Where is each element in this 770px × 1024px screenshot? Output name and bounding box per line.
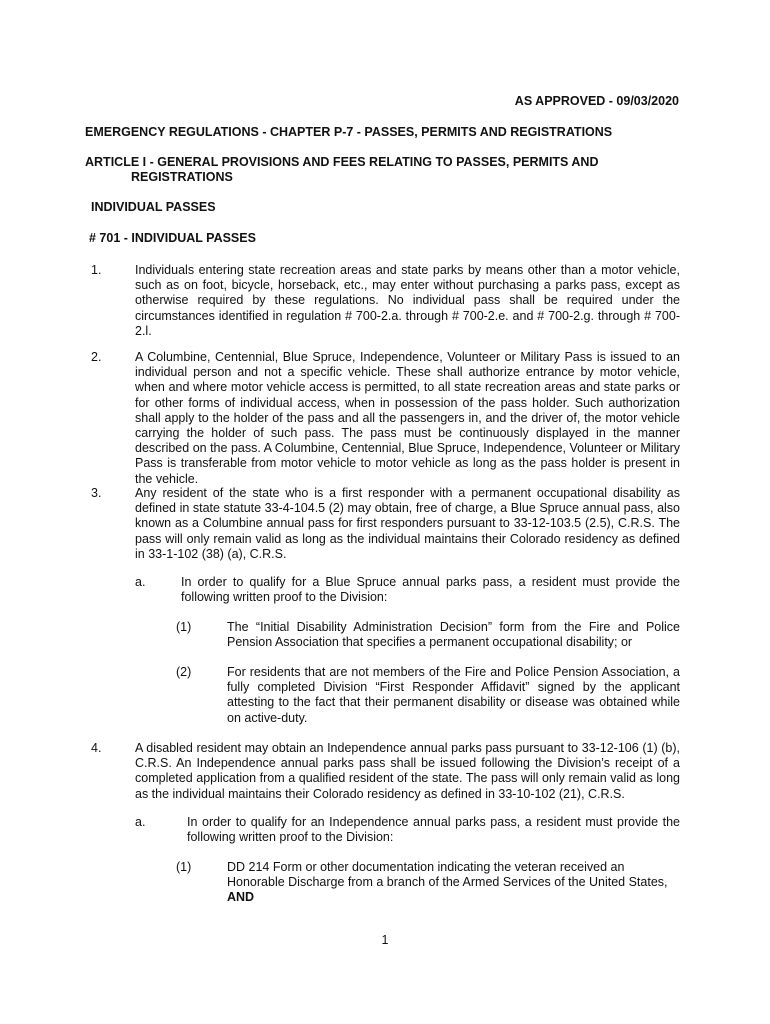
item-text: Any resident of the state who is a first responder with a permanent occupational disability as defined in state statute 33-4-104.5 (2) may obtain, free of charge, a Blue Spruce annual pass, also known as a Columbine annual pass for first responders pursuant to 33-12-103.5 (2.5), C.R.S. The pass will only remain valid as long as the individual maintains their Colorado residency as defined in 33-1-102 (38) (a), C.R.S. bbox=[135, 486, 680, 561]
sub-item-letter: a. bbox=[135, 815, 146, 829]
regulation-heading: # 701 - INDIVIDUAL PASSES bbox=[89, 231, 256, 245]
approval-date: AS APPROVED - 09/03/2020 bbox=[514, 94, 679, 108]
point-label: (2) bbox=[176, 665, 192, 679]
item-text: A disabled resident may obtain an Independence annual parks pass pursuant to 33-12-106 (1) (b), C.R.S. An Independence annual parks pass shall be issued following the Division’s receipt of a completed application from a qualified resident of the state. The pass will only remain valid as long as the individual maintains their Colorado residency as defined in 33-10-102 (21), C.R.S. bbox=[135, 741, 680, 801]
point-text bbox=[227, 860, 680, 906]
point-text: The “Initial Disability Administration Decision” form from the Fire and Police Pension Association that specifies a permanent occupational disability; or bbox=[227, 620, 680, 650]
point-label: (1) bbox=[176, 860, 192, 874]
point-text-body: DD 214 Form or other documentation indicating the veteran received an Honorable Discharge from a branch of the Armed Services of the United States, bbox=[227, 860, 668, 890]
emphasis-and: AND bbox=[227, 890, 255, 905]
sub-item-text: In order to qualify for an Independence annual parks pass, a resident must provide the following written proof to the Division: bbox=[187, 815, 680, 845]
item-text: Individuals entering state recreation areas and state parks by means other than a motor vehicle, such as on foot, bicycle, horseback, etc., may enter without purchasing a parks pass, except as otherwise required by these regulations. No individual pass shall be required under the circumstances identified in regulation # 700-2.a. through # 700-2.e. and # 700-2.g. through # 700-2.l. bbox=[135, 263, 680, 338]
item-number: 1. bbox=[91, 263, 102, 277]
point-text: For residents that are not members of the Fire and Police Pension Association, a fully completed Division “First Responder Affidavit” signed by the applicant attesting to the fact that their permanent disability or disease was obtained while on active-duty. bbox=[227, 665, 680, 725]
item-text: A Columbine, Centennial, Blue Spruce, Independence, Volunteer or Military Pass is issued to an individual person and not a specific vehicle. These shall authorize entrance by motor vehicle, when and where motor vehicle access is permitted, to all state recreation areas and state parks or for other forms of individual access, when in possession of the pass holder. Such authorization shall apply to the holder of the pass and all the passengers in, and the driver of, the motor vehicle carrying the holder of such pass. The pass must be continuously displayed in the manner described on the pass. A Columbine, Centennial, Blue Spruce, Independence, Volunteer or Military Pass is transferable from motor vehicle to motor vehicle as long as the pass holder is present in the vehicle. bbox=[135, 350, 680, 486]
item-number: 3. bbox=[91, 486, 102, 500]
item-number: 2. bbox=[91, 350, 102, 364]
point-label: (1) bbox=[176, 620, 192, 634]
item-number: 4. bbox=[91, 741, 102, 755]
section-heading: INDIVIDUAL PASSES bbox=[91, 200, 216, 214]
article-heading: ARTICLE I - GENERAL PROVISIONS AND FEES RELATING TO PASSES, PERMITS AND REGISTRATIONS bbox=[85, 155, 599, 185]
page-number: 1 bbox=[381, 933, 389, 947]
sub-item-text: In order to qualify for a Blue Spruce annual parks pass, a resident must provide the following written proof to the Division: bbox=[181, 575, 680, 605]
sub-item-letter: a. bbox=[135, 575, 146, 589]
document-title: EMERGENCY REGULATIONS - CHAPTER P-7 - PASSES, PERMITS AND REGISTRATIONS bbox=[85, 125, 613, 139]
